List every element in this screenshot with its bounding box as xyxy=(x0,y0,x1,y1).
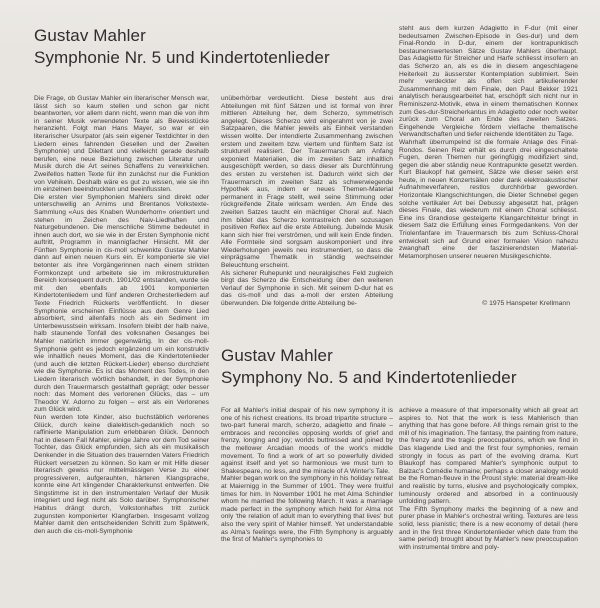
paragraph: Die ersten vier Symphonien Mahlers sind direkt oder unterschwellig an Arnims und Brentanos Volkstexte-Sammlung «Aus des Knaben Wunderhorn» orientiert und stehen im Zeichen des Naiv-Liedhaften und Naturgebundenen. Die menschliche Stimme bedeutet in ihnen auch dort, wo sie wie in der Ersten Symphonie nicht auftritt, Programm in mannigfacher Hinsicht. Mit der Fünften Symphonie in cis-moll schwenkte Gustav Mahler dann auf einen neuen Kurs ein. Er komponierte sie viel betonter als ihre Vorgängerinnen nach einem strikten Formkonzept und arbeitete sie im mikrostrukturellen Bereich konsequent durch. 1901/02 entstanden, wurde sie mit den ebenfalls ab 1901 komponierten Kindertotenliedern und fünf anderen Orchesterliedern auf Texte Friedrich Rückerts veröffentlicht. In dieser Symphonie erscheinen Einflüsse aus dem Genre Lied absorbiert, sind allenfalls noch als ein Sediment im Unterbewusstsein wirksam. Insofern bleibt der halb naive, halb staunende Tonfall des volksnahen Gesanges bei Mahler natürlich immer gegenwärtig. In der cis-moll-Symphonie geht es jedoch ergänzend um ein konstruktiv wie inhaltlich neues Moment, das die Kindertotenlieder (und auch die letzten Rückert-Lieder) ebenso durchzieht wie die Symphonie. Es ist das Moment des Todes, in den Liedern literarisch wörtlich behandelt, in der Symphonie durch den Trauermarsch gestalthaft geprägt; oder besser noch: das Moment des verlorenen Glücks, das – um Theodor W. Adorno zu folgen – erst als ein Verlorenes zum Glück wird. xyxy=(34,193,209,414)
english-column-1 xyxy=(221,407,393,544)
english-title-line2: Symphony No. 5 and Kindertotenlieder xyxy=(221,367,517,387)
paragraph: Als sicherer Ruhepunkt und neuralgisches Feld zugleich birgt das Scherzo die Entscheidung über den weiteren Verlauf der Symphonie in sich. Mit seinem D-dur hat es das cis-moll und das a-moll der ersten Abteilung überwunden. Die folgende dritte Abteilung be- xyxy=(221,269,393,308)
paragraph: achieve a measure of that impersonality which all great art aspires to. Not that the work is less Mahlerisch than anything that has gone before. All things remain grist to the mill of his imagination. The fantasy, the painting from nature, the frenzy and the tragic preoccupations, which we find in Das klagende Lied and the first four symphonies, remain strongly in focus as part of the evolving drama. Kurt Blaukopf has compared Mahler's symphonic output to Balzac's Comédie humaine; perhaps a closer analogy would be the Roman-fleuve in the Proust style: material dream-like and realistic by turns, elusive and psychologically complex, luminously ordered and absorbed in a continuously unfolding pattern. xyxy=(399,407,578,506)
german-column-2 xyxy=(221,95,393,308)
english-title xyxy=(221,345,517,388)
paragraph: Die Frage, ob Gustav Mahler ein literarischer Mensch war, lässt sich so kaum stellen und schon gar nicht beantworten, vor allem dann nicht, wenn man die von ihm in seiner Musik verwendeten Texte als Beweisstücke heranzieht. Folgt man Hans Mayer, so war er ein literarischer Usurpator (als sein eigener Textdichter in den Liedern eines fahrenden Gesellen und der Zweiten Symphonie) und Dilettant und vielleicht gerade deshalb berufen, eine neue Beziehung zwischen Literatur und Musik durch die Art seines Schaffens zu verwirklichen. Zweifellos hatten Texte für ihn zunächst nur die Funktion von Vehikeln. Deshalb wäre es gut zu wissen, wie sie ihn im einzelnen beeindruckten und beeinflussten. xyxy=(34,95,209,194)
paragraph: unüberhörbar verdeutlicht. Diese besteht aus drei Abteilungen mit fünf Sätzen und ist formal von ihrer mittleren Abteilung her, dem Scherzo, symmetrisch angelegt. Dieses Scherzo wird eingerahmt von je zwei Satzpaaren, die Mahler jeweils als Einheit verstanden wissen wollte. Der intendierte Zusammenhang zwischen erstem und zweitem bzw. viertem und fünftem Satz ist strukturell realisiert. Der Trauermarsch am Anfang exponiert Materialien, die im zweiten Satz inhaltlich ausgeschöpft werden, so dass dieser als Durchführung des ersten zu verstehen ist. Dadurch wirkt sich der Trauermarsch im zweiten Satz als schwerwiegende Hypothek aus, indem er neues Themen-Material permanent in Frage stellt, weil seine Stimmung oder rückgreifende Zitate wirksam werden. Am Ende des zweiten Satzes taucht ein mächtiger Choral auf. Nach ihm bildet das Scherzo kontrastreich den sozusagen positiven Reflex auf die erste Abteilung. Jubelnde Musik kann sich hier frei verströmen, und will kein Ende finden. Alle Formteile sind sorgsam auskomponiert und ihre Wiederholungen jeweils neu instrumentiert, so dass die einprägsame Thematik in ständig wechselnder Beleuchtung erscheint. xyxy=(221,95,393,270)
paragraph: For all Mahler's initial despair of his new symphony it is one of his richest creations. Its broad tripartite structure – two-part funeral march, scherzo, adagietto and finale – embraces and reconciles opposing worlds of grief and frenzy, longing and joy; worlds buttressed and joined by the mellower Arcadian moods of the work's middle movement. To find a work of art so powerfully divided against itself and yet so harmonious we must turn to Shakespeare, no less, and the miracle of A Winter's Tale. xyxy=(221,407,393,475)
english-column-2 xyxy=(399,407,578,551)
paragraph: Wahrhaft überrumpelnd ist die formale Anlage des Final-Rondos. Seinen Reiz erhält es durch drei eingeschaltete Fugen, deren Themen nur geringfügig modifiziert sind, gegen die aber ständig neue Kontrapunkte gesetzt werden. Kurt Blaukopf hat gemeint, Sätze wie dieser seien erst heute, in neuen Konzertsälen oder dank elektroakustischer Aufnahmeverfahren, restlos durchhörbar geworden. Horizontale Klangschichtungen, die Dieter Schnebel gegen solche vertikaler Art bei Debussy abgesetzt hat, prägen dieses Finale, das wiederum mit einem Choral schliesst. Eine ins Grandiose gesteigerte Klangarchitektur bringt in diesem Satz die Erfüllung eines Formgedankens. Von der Triolenfanfare im Trauermarsch bis zum Schluss-Choral entwickelt sich auf Grund einer formalen Vision nahezu zwanghaft eine der faszinierendsten Material-Metamorphosen unserer neueren Musikgeschichte. xyxy=(399,138,578,260)
paragraph: The Fifth Symphony marks the beginning of a new and purer phase in Mahler's orchestral writing. Textures are less solid, less pianistic; there is a new economy of detail (here and in the first three Kindertotenlieder which date from the same period) brought about by Mahler's new preoccupation with instrumental timbre and poly- xyxy=(399,505,578,551)
german-title xyxy=(34,25,330,68)
german-title-line1: Gustav Mahler xyxy=(34,26,146,45)
english-title-line1: Gustav Mahler xyxy=(221,346,333,365)
paragraph: Mahler began work on the symphony in his holiday retreat at Maiernigg in the Summer of 1901. They were fruitful times for him. In November 1901 he met Alma Schindler whom he married the following March. It was a marriage made perfect in the symphony which held for Alma not only 'the relation of adult man to everything that lives' but also the very spirit of Mahler himself. Yet understandable as Alma's feelings were, the Fifth Symphony is arguably the first of Mahler's symphonies to xyxy=(221,475,393,544)
paragraph: steht aus dem kurzen Adagietto in F-dur (mit einer bedeutsamen Zwischen-Episode in Ges-dur) und dem Final-Rondo in D-dur, einem der kontrapunktisch bestaunenswertesten Sätze Gustav Mahlers überhaupt. Das Adagietto für Streicher und Harfe schliesst insofern an das Scherzo an, als es die in diesem angeschlagene Heiterkeit zu äusserster Kontemplation sublimiert. Sein mehr verdeckter als offen sich artikulierender Zusammenhang mit dem Finale, den Paul Bekker 1921 analytisch herausgearbeitet hat, erschöpft sich nicht nur in Reminiszenz-Motivik, etwa in einem thematischen Konnex zum Ges-dur-Streicherkantus im Adagietto oder noch weiter zurück zum Choral am Ende des zweiten Satzes. Eingehende Vergleiche fördern vielfache thematische Verwandtschaften und tiefer reichende Identitäten zu Tage. xyxy=(399,25,578,139)
paragraph: Nun werden tote Kinder, also buchstäblich verlorenes Glück, durch keine dialektisch-gedanklich noch so raffinierte Manipulation zum erlebbaren Glück. Dennoch hat in diesem Fall Mahler, einige Jahre vor dem Tod seiner Tochter, das Glück empfunden, sich als ein musikalisch Denkender in die Situation des trauernden Vaters Friedrich Rückert versetzen zu können. So kam er mit Hilfe dieser literarisch gewiss nur mittelmässigen Verse zu einer progressiveren, aufgerauhten, härteren Klangsprache, konnte eine Art klingender Charakterkunst entwerfen. Die Singstimme ist in den instrumentalen Verlauf der Musik integriert und liegt nicht als Solo darüber. Symphonischer Habitus drängt durch, Volkstonhaftes tritt zurück zugunsten komponierter Klangfarben. Insgesamt vollzog Mahler damit den entscheidenden Schritt zum Spätwerk, den auch die cis-moll-Symphonie xyxy=(34,413,209,535)
german-column-3 xyxy=(399,25,578,260)
copyright-line: © 1975 Hanspeter Krellmann xyxy=(482,300,570,307)
german-column-1 xyxy=(34,95,209,535)
german-title-line2: Symphonie Nr. 5 und Kindertotenlieder xyxy=(34,47,330,67)
